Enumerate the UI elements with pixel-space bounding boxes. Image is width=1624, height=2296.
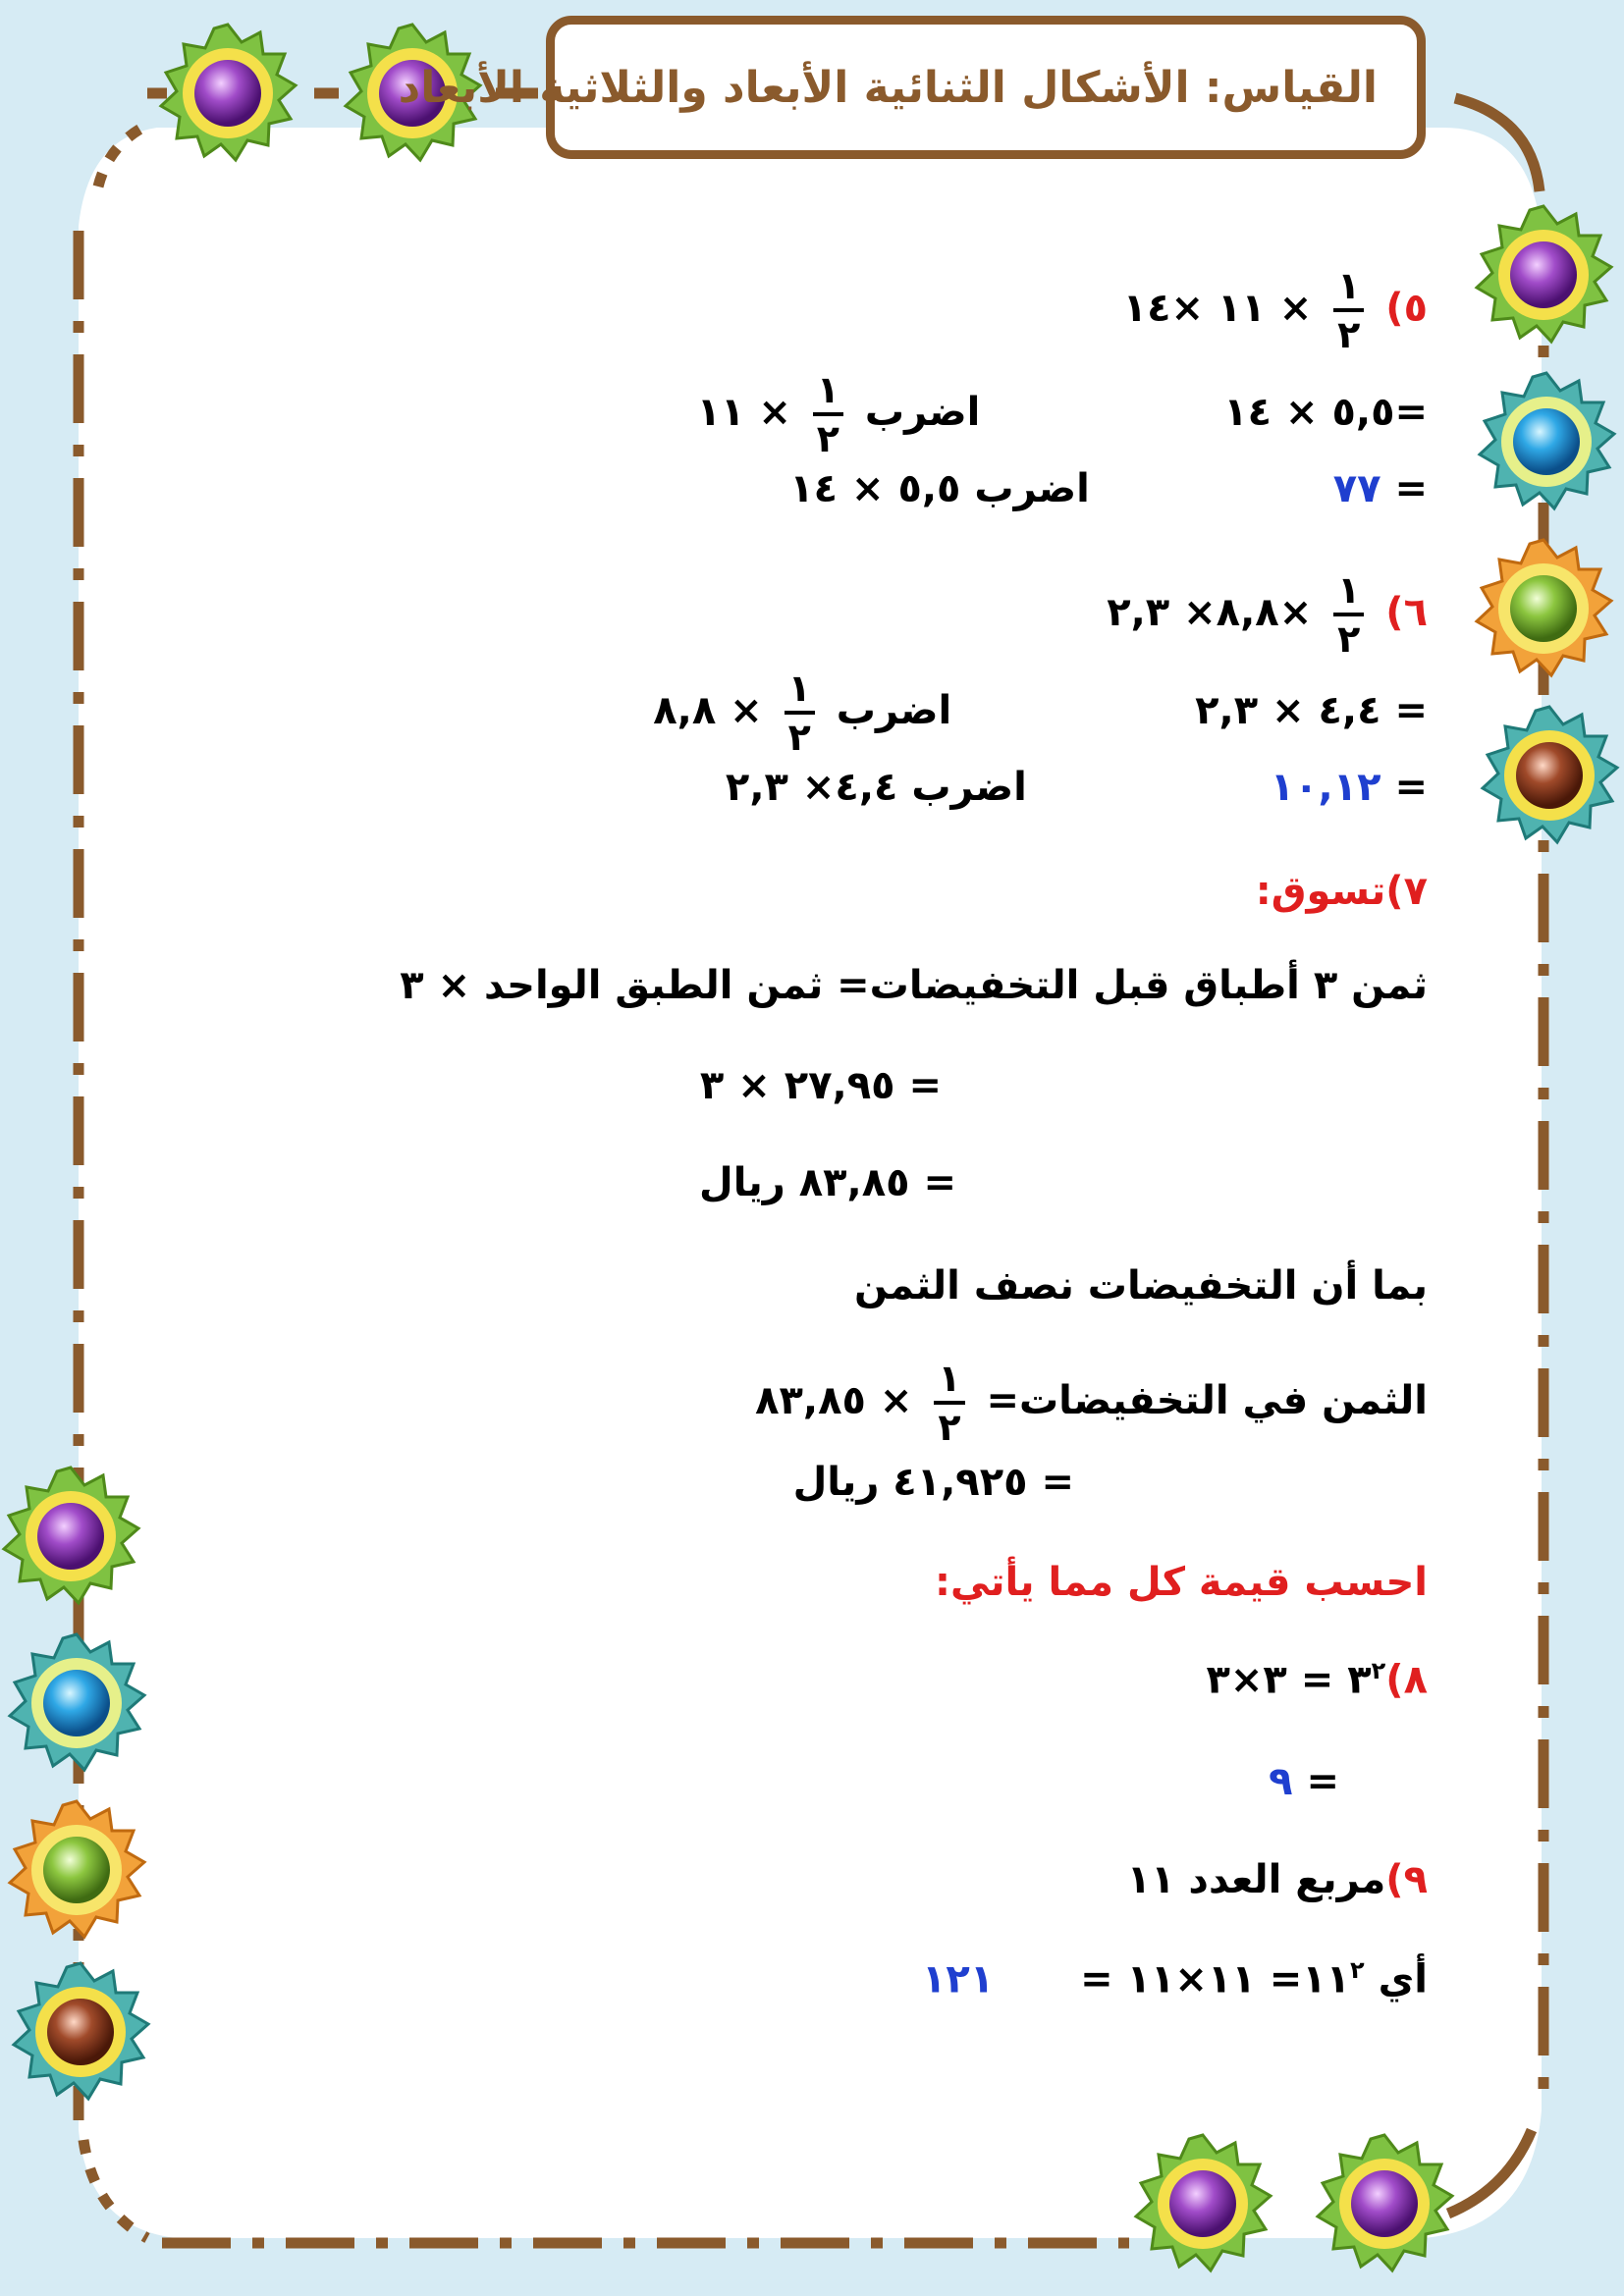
q5-step2-text: اضرب ٥,٥ × ١٤ xyxy=(789,466,1090,511)
q6-step1-left: = ٤,٤ × ٢,٣ xyxy=(1195,688,1428,733)
fraction-half: $\frac{١}{٢}$ xyxy=(1333,267,1364,353)
q5-step2: = ٧٧ اضرب ٥,٥ × ١٤ xyxy=(789,466,1428,511)
q6-expr: ×٨,٨× ٢,٣ xyxy=(1107,590,1313,635)
q7-line3: = ٨٣,٨٥ ريال xyxy=(698,1160,956,1205)
q5-expr: × ١١ ×١٤ xyxy=(1122,286,1313,331)
fraction-half: $\frac{١}{٢}$ xyxy=(813,371,843,457)
q7-line1: ثمن ٣ أطباق قبل التخفيضات= ثمن الطبق الواحد × ٣ xyxy=(400,963,1428,1008)
q7-line5 xyxy=(755,1357,1428,1449)
page-title: القياس: الأشكال الثنائية الأبعاد والثلاثية الأبعاد xyxy=(398,62,1378,113)
q5-step1-left: =٥,٥ × ١٤ xyxy=(1223,390,1428,435)
q6-expression xyxy=(1107,568,1428,661)
q6-number: ٦) xyxy=(1385,590,1428,635)
q9-number: ٩) xyxy=(1385,1857,1428,1902)
q6-step1-right: × ٨,٨ xyxy=(653,688,763,733)
q6-step2-text: اضرب ٤,٤× ٢,٣ xyxy=(725,765,1027,810)
q7-line5-label: الثمن في التخفيضات= xyxy=(986,1378,1428,1423)
q9-line: أي $١١^٢=$ ١١×١١ = ١٢١ xyxy=(922,1956,1428,2002)
fraction-half: $\frac{١}{٢}$ xyxy=(934,1360,964,1446)
title-box xyxy=(398,16,1426,159)
q8-result-line: = ٩ xyxy=(1269,1759,1339,1804)
q5-step1-right: × ١١ xyxy=(696,390,791,435)
q8-result: ٩ xyxy=(1269,1759,1293,1804)
fraction-half: $\frac{١}{٢}$ xyxy=(1333,571,1364,658)
q9-heading: ٩)مربع العدد ١١ xyxy=(1126,1857,1428,1902)
q7-line2: = ٢٧,٩٥ × ٣ xyxy=(699,1063,942,1108)
q5-result: ٧٧ xyxy=(1332,466,1381,511)
q6-step2: = ١٠,١٢ اضرب ٤,٤× ٢,٣ xyxy=(725,765,1428,810)
fraction-half: $\frac{١}{٢}$ xyxy=(785,669,815,756)
q8-number: ٨) xyxy=(1385,1657,1428,1703)
q6-result: ١٠,١٢ xyxy=(1270,765,1381,810)
q7-line4: بما أن التخفيضات نصف الثمن xyxy=(854,1263,1428,1308)
q5-step1 xyxy=(696,368,1428,460)
q5-number: ٥) xyxy=(1385,286,1428,331)
q7-heading: ٧)تسوق: xyxy=(1255,869,1428,914)
q7-line6: = ٤١,٩٢٥ ريال xyxy=(792,1460,1074,1505)
q5-step1-label: اضرب xyxy=(864,390,981,435)
q7-line5-right: × ٨٣,٨٥ xyxy=(755,1378,913,1423)
q8-line: $٨)٣^٢$ = ٣×٣ xyxy=(1206,1657,1428,1703)
q8-rhs: = ٣×٣ xyxy=(1206,1657,1334,1703)
q5-expression xyxy=(1122,264,1428,356)
q9-result: ١٢١ xyxy=(922,1956,995,2002)
q6-step1 xyxy=(653,667,1428,759)
q6-step1-label: اضرب xyxy=(836,688,952,733)
section-heading: احسب قيمة كل مما يأتي: xyxy=(935,1560,1428,1605)
